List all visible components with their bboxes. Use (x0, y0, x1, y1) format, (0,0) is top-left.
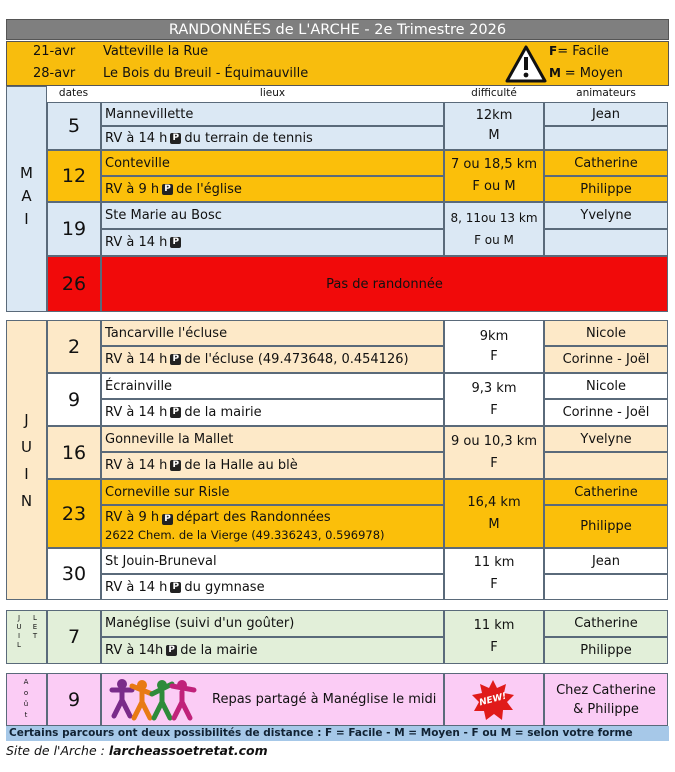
col-dates: dates (58, 87, 89, 99)
rv-juin-16: RV à 14 h P de la Halle au blè (101, 452, 444, 479)
difficulty-juillet-7: 11 km F (444, 610, 544, 664)
guide2-juin-9: Corinne - Joël (544, 399, 668, 426)
rv-mai-12: RV à 9 h P de l'église (101, 176, 444, 202)
date-mai-5: 5 (47, 102, 101, 150)
month-juin (6, 320, 47, 600)
parking-icon: P (166, 645, 177, 656)
rv-juin-9: RV à 14 h P de la mairie (101, 399, 444, 426)
month-letter: o (23, 689, 29, 697)
month-letter: M (20, 164, 33, 182)
difficulty-juin-23: 16,4 km M (444, 479, 544, 548)
rv-juin-2: RV à 14 h P de l'écluse (49.473648, 0.454126) (101, 346, 444, 373)
col-lieux: lieux (259, 87, 286, 99)
aout-event (101, 673, 444, 726)
place-juin-9: Écrainville (101, 373, 444, 399)
date-mai-19: 19 (47, 202, 101, 256)
parking-icon: P (170, 407, 181, 418)
guide-juin-2: Nicole (544, 320, 668, 346)
month-letter: L (33, 614, 37, 622)
month-letter: N (20, 492, 33, 510)
month-letter: I (24, 210, 29, 228)
no-hike-note: Pas de randonnée (101, 256, 668, 312)
difficulty-juin-9: 9,3 km F (444, 373, 544, 426)
aout-badge-cell (444, 673, 544, 726)
april-date-1: 21-avr (33, 44, 76, 59)
guide2-juin-23: Philippe (544, 505, 668, 548)
guide2-juillet-7: Philippe (544, 637, 668, 664)
month-aout (6, 673, 47, 726)
place-mai-12: Conteville (101, 150, 444, 176)
month-letter: A (23, 678, 29, 686)
month-letter: A (21, 187, 32, 205)
guide-juin-9: Nicole (544, 373, 668, 399)
guide2-juin-16 (544, 452, 668, 479)
date-juin-16: 16 (47, 426, 101, 479)
rv-juin-30: RV à 14 h P du gymnase (101, 574, 444, 600)
april-place-1: Vatteville la Rue (103, 44, 209, 59)
parking-icon: P (162, 184, 173, 195)
guide2-mai-5 (544, 126, 668, 150)
date-juin-30: 30 (47, 548, 101, 600)
month-mai (6, 86, 47, 312)
date-mai-12: 12 (47, 150, 101, 202)
guide2-juin-2: Corinne - Joël (544, 346, 668, 373)
april-header (6, 41, 669, 86)
rv-juillet-7: RV à 14h P de la mairie (101, 637, 444, 664)
site-line: Site de l'Arche : larcheassoetretat.com (6, 743, 268, 758)
place-juin-23: Corneville sur Risle (101, 479, 444, 505)
aout-text: Repas partagé à Manéglise le midi (212, 692, 437, 707)
guide2-mai-19 (544, 229, 668, 256)
difficulty-mai-5: 12km M (444, 102, 544, 150)
guide-juin-16: Yvelyne (544, 426, 668, 452)
date-juin-23: 23 (47, 479, 101, 548)
month-juillet (6, 610, 47, 664)
month-letter: J (17, 614, 21, 622)
legend-moyen: M = Moyen (549, 66, 623, 81)
month-letter: U (16, 623, 22, 631)
site-url[interactable]: larcheassoetretat.com (108, 743, 268, 758)
page-title: RANDONNÉES de L'ARCHE - 2e Trimestre 2026 (6, 19, 669, 40)
difficulty-mai-12: 7 ou 18,5 km F ou M (444, 150, 544, 202)
place-mai-19: Ste Marie au Bosc (101, 202, 444, 229)
april-place-2: Le Bois du Breuil - Équimauville (103, 66, 309, 81)
rv-mai-19: RV à 14 h P (101, 229, 444, 256)
place-juin-2: Tancarville l'écluse (101, 320, 444, 346)
month-letter: t (24, 711, 28, 719)
place-mai-5: Mannevillette (101, 102, 444, 126)
warning-icon (505, 45, 547, 83)
month-letter: û (23, 700, 29, 708)
col-animateurs: animateurs (576, 87, 636, 99)
guide-mai-12: Catherine (544, 150, 668, 176)
difficulty-juin-16: 9 ou 10,3 km F (444, 426, 544, 479)
place-juin-16: Gonneville la Mallet (101, 426, 444, 452)
guide2-mai-12: Philippe (544, 176, 668, 202)
parking-icon: P (170, 133, 181, 144)
date-aout-9: 9 (47, 673, 101, 726)
people-illustration (104, 676, 204, 724)
guide-juin-23: Catherine (544, 479, 668, 505)
parking-icon: P (170, 582, 181, 593)
rv-juin-23: RV à 9 h P départ des Randonnées 2622 Chem. de la Vierge (49.336243, 0.596978) (101, 505, 444, 548)
guide-aout-9: Chez Catherine & Philippe (544, 673, 668, 726)
new-badge-label: NEW! (478, 691, 508, 709)
april-date-2: 28-avr (33, 66, 76, 81)
month-letter: J (24, 411, 29, 429)
place-juin-30: St Jouin-Bruneval (101, 548, 444, 574)
difficulty-mai-19: 8, 11ou 13 km F ou M (444, 202, 544, 256)
difficulty-juin-2: 9km F (444, 320, 544, 373)
rv-address: 2622 Chem. de la Vierge (49.336243, 0.596978) (105, 528, 385, 542)
month-letter: I (17, 632, 21, 640)
rv-mai-5: RV à 14 h P du terrain de tennis (101, 126, 444, 150)
footer-note: Certains parcours ont deux possibilités de distance : F = Facile - M = Moyen - F ou M = selon votre forme (6, 726, 669, 741)
month-letter: E (32, 623, 38, 631)
guide-mai-19: Yvelyne (544, 202, 668, 229)
date-juillet-7: 7 (47, 610, 101, 664)
place-juillet-7: Manéglise (suivi d'un goûter) (101, 610, 444, 637)
month-letter: L (17, 641, 21, 649)
guide-mai-5: Jean (544, 102, 668, 126)
month-letter: U (21, 438, 32, 456)
parking-icon: P (162, 514, 173, 525)
date-juin-9: 9 (47, 373, 101, 426)
col-difficulte: difficulté (471, 87, 517, 99)
guide2-juin-30 (544, 574, 668, 600)
difficulty-juin-30: 11 km F (444, 548, 544, 600)
parking-icon: P (170, 354, 181, 365)
guide-juillet-7: Catherine (544, 610, 668, 637)
month-letter: T (32, 632, 38, 640)
parking-icon: P (170, 460, 181, 471)
parking-icon: P (170, 237, 181, 248)
month-letter: I (24, 465, 29, 483)
date-juin-2: 2 (47, 320, 101, 373)
date-mai-26: 26 (47, 256, 101, 312)
guide-juin-30: Jean (544, 548, 668, 574)
legend-facile: F= Facile (549, 44, 609, 59)
